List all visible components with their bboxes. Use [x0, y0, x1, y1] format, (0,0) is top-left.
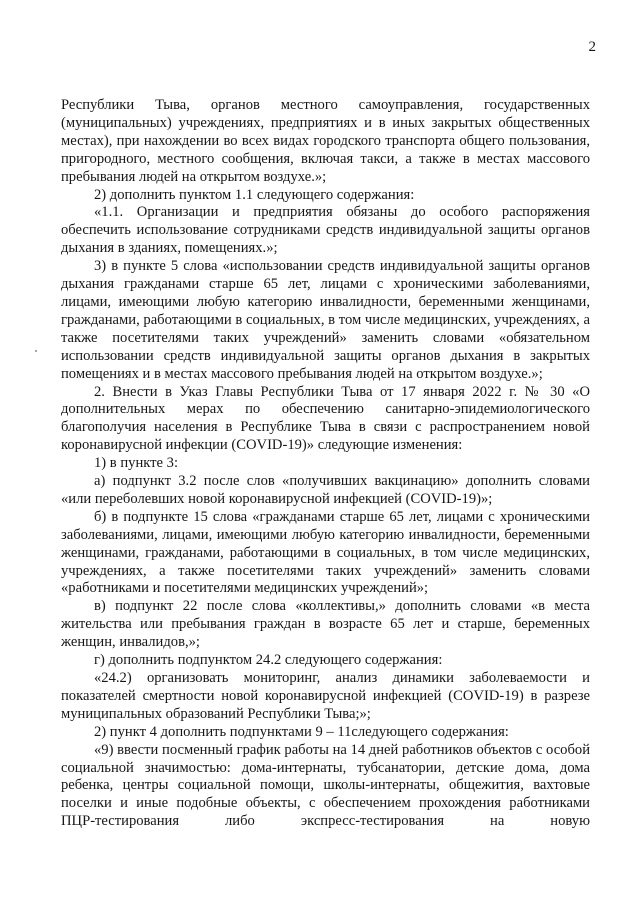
- paragraph-subitem-v: в) подпункт 22 после слова «коллективы,» дополнить словами «в места жительства или пребывания граждан в возрасте 65 лет и старше, беременных женщин, инвалидов,»;: [61, 598, 590, 651]
- paragraph-subitem-a: а) подпункт 3.2 после слов «получивших вакцинацию» дополнить словами «или переболевших новой коронавирусной инфекцией (COVID-19)»;: [61, 473, 590, 507]
- paragraph-subitem-1: 1) в пункте 3:: [94, 455, 179, 472]
- page-number: 2: [588, 39, 596, 55]
- document-body: [61, 97, 590, 831]
- paragraph-section-2: 2. Внести в Указ Главы Республики Тыва от 17 января 2022 г. № 30 «О дополнительных мерах по обеспечению санитарно-эпидемиологического благополучия населения в Республике Тыва в связи с распространением новой коронавирусной инфекции (COVID-19)» следующие изменения:: [61, 383, 590, 454]
- scan-mark: [35, 350, 37, 352]
- paragraph-quote-1-1: «1.1. Организации и предприятия обязаны до особого распоряжения обеспечить использование сотрудниками средств индивидуальной защиты органов дыхания в зданиях, помещениях.»;: [61, 204, 590, 257]
- paragraph-subitem-g: г) дополнить подпунктом 24.2 следующего содержания:: [94, 652, 443, 669]
- paragraph-quote-9: «9) ввести посменный график работы на 14 дней работников объектов с особой социальной значимостью: дома-интернаты, тубсанатории, детские дома, дома ребенка, центры социальной помощи, школы-интернаты, общежития, вахтовые поселки и иные подобные объекты, с обеспечением прохождения работниками ПЦР-тестирования либо экспресс-тестирования на новую: [61, 741, 590, 830]
- paragraph-quote-24-2: «24.2) организовать мониторинг, анализ динамики заболеваемости и показателей смертности новой коронавирусной инфекцией (COVID-19) в разрезе муниципальных образований Республики Тыва;»;: [61, 670, 590, 722]
- paragraph-item-3: 3) в пункте 5 слова «использовании средств индивидуальной защиты органов дыхания гражданами старше 65 лет, лицами с хроническими заболеваниями, лицами, имеющими любую категорию инвалидности, беременными женщинами, гражданами, работающими в социальных, в том числе медицинских, учреждениях, а также посетителями таких учреждений» заменить словами «обязательном использовании средств индивидуальной защиты органов дыхания в закрытых помещениях и в местах массового пребывания людей на открытом воздухе.»;: [61, 258, 590, 382]
- paragraph-continuation: Республики Тыва, органов местного самоуправления, государственных (муниципальных) учреждениях, предприятиях и в иных закрытых общественных местах), при нахождении во всех видах городского транспорта общего пользования, пригородного, местного сообщения, включая такси, а также в местах массового пребывания людей на открытом воздухе.»;: [61, 97, 590, 185]
- paragraph-subitem-b: б) в подпункте 15 слова «гражданами старше 65 лет, лицами с хроническими заболеваниями, лицами, имеющими любую категорию инвалидности, беременными женщинами, гражданами, работающими в социальных, в том числе медицинских, учреждениях, а также посетителями таких учреждений» заменить словами «работниками и посетителями медицинских учреждений»;: [61, 508, 590, 597]
- paragraph-item-2: 2) дополнить пунктом 1.1 следующего содержания:: [94, 186, 415, 203]
- paragraph-subitem-2: 2) пункт 4 дополнить подпунктами 9 – 11следующего содержания:: [94, 723, 509, 740]
